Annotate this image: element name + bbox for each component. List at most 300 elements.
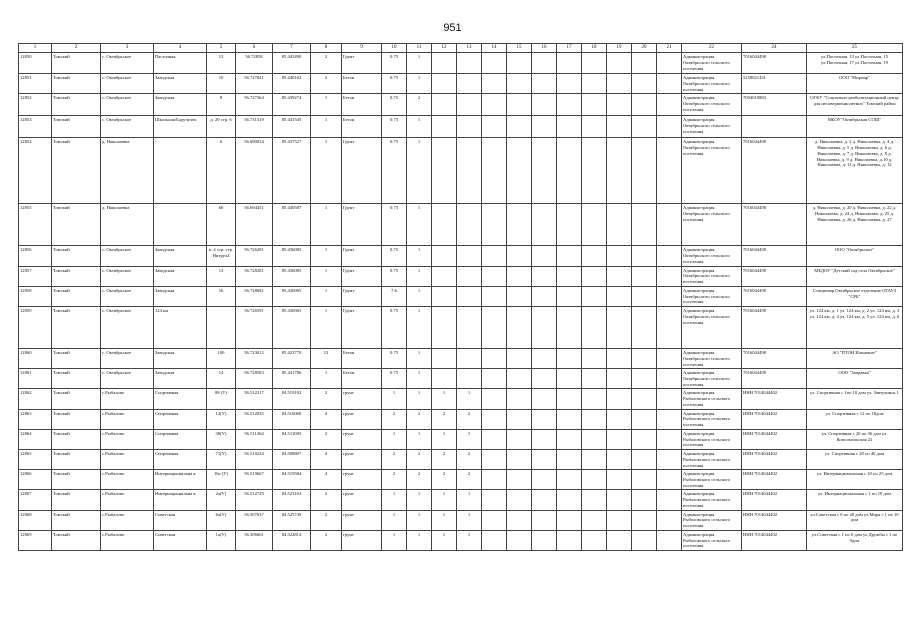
table-cell-street: - xyxy=(154,204,207,246)
table-cell-lon: 84.516060 xyxy=(273,409,311,429)
table-row xyxy=(19,53,903,74)
table-cell-street: Спортивная xyxy=(154,409,207,429)
table-cell-vol: 2 xyxy=(382,409,407,429)
table-cell-c15 xyxy=(482,470,507,490)
table-cell-lon: 85.439274 xyxy=(273,94,311,116)
table-cell-id: 12866 xyxy=(19,470,52,490)
table-cell-c14: 1 xyxy=(457,510,482,530)
table-cell-c19 xyxy=(582,74,607,94)
table-cell-c14: 1 xyxy=(457,389,482,409)
table-cell-settlement: д. Николаевка xyxy=(101,138,154,204)
table-cell-settlement: с. Октябрьское xyxy=(101,369,154,389)
table-cell-vol: 1 xyxy=(382,530,407,550)
table-cell-c17 xyxy=(532,409,557,429)
table-cell-c16 xyxy=(507,450,532,470)
table-cell-c15 xyxy=(482,53,507,74)
table-cell-cnt: 2 xyxy=(407,450,432,470)
table-cell-c21 xyxy=(632,349,657,369)
table-cell-id: 12857 xyxy=(19,266,52,286)
table-cell-lat: 56.726591 xyxy=(236,307,273,349)
table-cell-c18 xyxy=(557,369,582,389)
table-cell-area: 1 xyxy=(311,369,342,389)
table-cell-c19 xyxy=(582,510,607,530)
column-header: 22 xyxy=(682,44,742,53)
table-cell-cnt: 2 xyxy=(407,94,432,116)
table-row xyxy=(19,490,903,510)
table-cell-c14: 1 xyxy=(457,530,482,550)
table-cell-sources: д. Николаевка, д. 2 д. Николаевка, д. 4 д. Николаевка, д. 5 д. Николаевка, д. 6 д. Николаевка, д. 7 д. Николаевка, д. 8 д. Николаевка, д. 9 д. Николаевка, д.10 д. Николаевка, д. 11 д. Николаевка, д. 12 xyxy=(807,138,903,204)
table-cell-c14 xyxy=(457,266,482,286)
table-cell-c21 xyxy=(632,530,657,550)
table-cell-c22 xyxy=(657,369,682,389)
table-cell-id: 12860 xyxy=(19,349,52,369)
table-cell-c22 xyxy=(657,490,682,510)
table-cell-c17 xyxy=(532,246,557,266)
table-cell-area: 2 xyxy=(311,490,342,510)
table-cell-c22 xyxy=(657,389,682,409)
table-cell-c13 xyxy=(432,286,457,306)
table-cell-owner: Администрация Октябрьского сельского поселения xyxy=(682,94,742,116)
table-cell-street: - xyxy=(154,138,207,204)
table-cell-owner: Администрация Октябрьского сельского поселения xyxy=(682,53,742,74)
table-cell-c13 xyxy=(432,74,457,94)
table-cell-cover: Грунт xyxy=(342,246,382,266)
table-cell-vol: 0.75 xyxy=(382,266,407,286)
table-cell-c19 xyxy=(582,307,607,349)
table-cell-c22 xyxy=(657,530,682,550)
table-cell-c18 xyxy=(557,246,582,266)
table-cell-cnt: 1 xyxy=(407,116,432,138)
table-cell-lat: 56.723012 xyxy=(236,349,273,369)
table-cell-lat: 56.728583 xyxy=(236,369,273,389)
table-cell-cnt: 1 xyxy=(407,490,432,510)
table-cell-owner: Администрация Рыбаловского сельского поселения xyxy=(682,470,742,490)
table-cell-sources: МБОУ"Октябрьская СОШ" xyxy=(807,116,903,138)
table-cell-house: 13 xyxy=(207,53,236,74)
table-cell-house: д. 29 стр. 6 xyxy=(207,116,236,138)
table-cell-c22 xyxy=(657,450,682,470)
table-cell-c13 xyxy=(432,116,457,138)
table-row xyxy=(19,116,903,138)
table-cell-area: 2 xyxy=(311,74,342,94)
table-cell-settlement: с. Октябрьское xyxy=(101,116,154,138)
table-cell-c20 xyxy=(607,74,632,94)
table-cell-c20 xyxy=(607,307,632,349)
table-cell-area: 12 xyxy=(311,349,342,369)
table-row xyxy=(19,204,903,246)
table-cell-c16 xyxy=(507,429,532,449)
table-cell-c13 xyxy=(432,246,457,266)
table-cell-cnt: 1 xyxy=(407,266,432,286)
table-cell-c15 xyxy=(482,204,507,246)
table-cell-lat: 56.731319 xyxy=(236,116,273,138)
column-header: 14 xyxy=(482,44,507,53)
column-header: 8 xyxy=(311,44,342,53)
table-cell-settlement: с. Октябрьское xyxy=(101,94,154,116)
table-cell-id: 12854 xyxy=(19,138,52,204)
table-cell-c21 xyxy=(632,204,657,246)
table-cell-c21 xyxy=(632,470,657,490)
table-cell-c15 xyxy=(482,429,507,449)
table-cell-lon: 85.436965 xyxy=(273,286,311,306)
table-cell-house: 71(У) xyxy=(207,450,236,470)
table-cell-c16 xyxy=(507,307,532,349)
table-cell-c17 xyxy=(532,369,557,389)
table-cell-c22 xyxy=(657,286,682,306)
table-cell-id: 12869 xyxy=(19,530,52,550)
table-cell-c14 xyxy=(457,74,482,94)
table-cell-c20 xyxy=(607,246,632,266)
table-row xyxy=(19,246,903,266)
table-cell-lat: 56.507637 xyxy=(236,510,273,530)
table-cell-cover: Бетон xyxy=(342,116,382,138)
table-cell-district: Томский xyxy=(52,266,101,286)
table-cell-owner: Администрация Рыбаловского сельского поселения xyxy=(682,409,742,429)
table-cell-lat: 56.728681 xyxy=(236,286,273,306)
table-cell-c18 xyxy=(557,510,582,530)
table-cell-c16 xyxy=(507,349,532,369)
table-cell-id: 12856 xyxy=(19,246,52,266)
column-header: 1 xyxy=(19,44,52,53)
table-cell-street: Заводская xyxy=(154,246,207,266)
table-cell-sources: ул. Интернациональная с 10 по 25 дом xyxy=(807,470,903,490)
table-cell-owner: Администрация Октябрьского сельского поселения xyxy=(682,138,742,204)
table-cell-settlement: с. Октябрьское xyxy=(101,246,154,266)
table-cell-c18 xyxy=(557,409,582,429)
table-cell-id: 12855 xyxy=(19,204,52,246)
table-cell-c17 xyxy=(532,138,557,204)
table-cell-sources: ул.Советская с 6 по 20 дом ул.Мира с 1 по 10 дом xyxy=(807,510,903,530)
table-cell-id: 12859 xyxy=(19,307,52,349)
table-cell-c21 xyxy=(632,490,657,510)
table-cell-c14: 1 xyxy=(457,490,482,510)
table-cell-c20 xyxy=(607,530,632,550)
table-cell-house: 6 xyxy=(207,138,236,204)
table-cell-area: 1 xyxy=(311,94,342,116)
table-cell-c20 xyxy=(607,470,632,490)
table-cell-area: 2 xyxy=(311,510,342,530)
table-cell-cnt: 1 xyxy=(407,349,432,369)
table-cell-c18 xyxy=(557,53,582,74)
table-cell-c16 xyxy=(507,53,532,74)
table-cell-cnt: 1 xyxy=(407,510,432,530)
column-header: 12 xyxy=(432,44,457,53)
table-cell-cover: грунт xyxy=(342,510,382,530)
table-cell-street: Заводская xyxy=(154,266,207,286)
table-cell-c22 xyxy=(657,470,682,490)
table-cell-c20 xyxy=(607,369,632,389)
table-cell-c21 xyxy=(632,246,657,266)
table-cell-district: Томский xyxy=(52,530,101,550)
table-cell-c20 xyxy=(607,409,632,429)
table-cell-street: Интернациональна я xyxy=(154,490,207,510)
table-cell-settlement: с. Октябрьское xyxy=(101,286,154,306)
table-cell-cover: грунт xyxy=(342,470,382,490)
table-cell-district: Томский xyxy=(52,116,101,138)
table-cell-c20 xyxy=(607,490,632,510)
table-cell-c21 xyxy=(632,307,657,349)
table-cell-c22 xyxy=(657,429,682,449)
table-cell-area: 1 xyxy=(311,286,342,306)
table-cell-vol: 2 xyxy=(382,470,407,490)
table-cell-inn: 5258021431 xyxy=(742,74,807,94)
table-cell-settlement: с.Рыбалово xyxy=(101,510,154,530)
table-cell-c15 xyxy=(482,530,507,550)
table-cell-inn: ИНН 7014044402 xyxy=(742,530,807,550)
table-cell-c19 xyxy=(582,286,607,306)
table-cell-lat: 56.72858 xyxy=(236,53,273,74)
table-cell-house: 14 xyxy=(207,369,236,389)
table-cell-c15 xyxy=(482,246,507,266)
table-cell-c14 xyxy=(457,307,482,349)
table-cell-inn: 7016044498 xyxy=(742,246,807,266)
table-cell-c16 xyxy=(507,490,532,510)
table-cell-c20 xyxy=(607,266,632,286)
table-cell-house xyxy=(207,307,236,349)
table-cell-lat: 56.512729 xyxy=(236,490,273,510)
table-cell-street: Спортивная xyxy=(154,450,207,470)
table-cell-lat: 56.728281 xyxy=(236,266,273,286)
table-cell-c17 xyxy=(532,530,557,550)
table-cell-lat: 56.727841 xyxy=(236,74,273,94)
table-cell-area: 2 xyxy=(311,530,342,550)
table-cell-owner: Администрация Октябрьского сельского поселения xyxy=(682,369,742,389)
column-header: 10 xyxy=(382,44,407,53)
table-cell-c13 xyxy=(432,138,457,204)
table-cell-c13: 1 xyxy=(432,389,457,409)
table-cell-settlement: с.Рыбалово xyxy=(101,409,154,429)
table-cell-vol: 0.75 xyxy=(382,116,407,138)
table-cell-c16 xyxy=(507,389,532,409)
table-cell-street: Спортивная xyxy=(154,389,207,409)
table-cell-c17 xyxy=(532,389,557,409)
table-cell-owner: Администрация Октябрьского сельского поселения xyxy=(682,349,742,369)
table-cell-cover: грунт xyxy=(342,450,382,470)
table-cell-inn: ИНН 7014044402 xyxy=(742,409,807,429)
table-cell-c21 xyxy=(632,510,657,530)
table-cell-c21 xyxy=(632,74,657,94)
table-cell-house: 2а(У) xyxy=(207,490,236,510)
header-row xyxy=(19,44,903,53)
table-cell-c19 xyxy=(582,369,607,389)
table-cell-c20 xyxy=(607,349,632,369)
column-header: 17 xyxy=(557,44,582,53)
table-cell-c16 xyxy=(507,204,532,246)
table-cell-district: Томский xyxy=(52,286,101,306)
table-cell-vol: 7.6 xyxy=(382,286,407,306)
table-cell-lon: 85.445490 xyxy=(273,53,311,74)
table-cell-area: 2 xyxy=(311,389,342,409)
table-cell-lon: 85.441786 xyxy=(273,369,311,389)
table-cell-c15 xyxy=(482,286,507,306)
table-cell-c17 xyxy=(532,74,557,94)
table-cell-district: Томский xyxy=(52,470,101,490)
table-cell-cover: грунт xyxy=(342,490,382,510)
table-cell-vol: 0.75 xyxy=(382,349,407,369)
table-cell-inn: ИНН 7014044402 xyxy=(742,490,807,510)
table-cell-c18 xyxy=(557,286,582,306)
table-cell-sources: ООО "Заправка" xyxy=(807,369,903,389)
table-cell-lat: 56.726281 xyxy=(236,246,273,266)
table-cell-c19 xyxy=(582,429,607,449)
table-cell-c19 xyxy=(582,204,607,246)
table-cell-area: 4 xyxy=(311,409,342,429)
table-cell-cnt: 1 xyxy=(407,307,432,349)
table-cell-c21 xyxy=(632,94,657,116)
column-header: 16 xyxy=(532,44,557,53)
table-cell-vol: 0.75 xyxy=(382,204,407,246)
table-cell-c16 xyxy=(507,470,532,490)
table-cell-c19 xyxy=(582,530,607,550)
table-cell-id: 12861 xyxy=(19,369,52,389)
table-cell-lon: 85.441545 xyxy=(273,116,311,138)
table-cell-lon: 84.519584 xyxy=(273,470,311,490)
table-cell-c14 xyxy=(457,349,482,369)
table-cell-area: 4 xyxy=(311,470,342,490)
table-cell-c14 xyxy=(457,94,482,116)
table-cell-street: Заводская xyxy=(154,74,207,94)
table-cell-settlement: с.Рыбалово xyxy=(101,530,154,550)
table-cell-lat: 56.694451 xyxy=(236,204,273,246)
table-cell-c22 xyxy=(657,409,682,429)
table-cell-inn: ИНН 7014044402 xyxy=(742,429,807,449)
table-cell-settlement: с. Октябрьское xyxy=(101,307,154,349)
table-cell-c13 xyxy=(432,94,457,116)
table-cell-district: Томский xyxy=(52,450,101,470)
table-cell-c17 xyxy=(532,470,557,490)
table-cell-house: 12(У) xyxy=(207,409,236,429)
table-cell-cnt: 1 xyxy=(407,53,432,74)
table-cell-id: 12853 xyxy=(19,116,52,138)
table-cell-cnt: 1 xyxy=(407,530,432,550)
table-cell-street: Советская xyxy=(154,530,207,550)
table-cell-c13: 1 xyxy=(432,510,457,530)
table-cell-c20 xyxy=(607,389,632,409)
table-cell-c15 xyxy=(482,349,507,369)
table-cell-sources: ул.Советская с 1 по 6 дом ул.Дружбы с 1 по 9дом xyxy=(807,530,903,550)
table-cell-c17 xyxy=(532,286,557,306)
table-cell-c15 xyxy=(482,74,507,94)
table-cell-lon: 85.423770 xyxy=(273,349,311,369)
table-cell-c19 xyxy=(582,138,607,204)
table-cell-c20 xyxy=(607,204,632,246)
table-cell-sources: ОГКУ "Социально-реабилитационный центр для несовершеннолетних" Томский район xyxy=(807,94,903,116)
table-row xyxy=(19,530,903,550)
table-cell-inn: 7016044498 xyxy=(742,204,807,246)
table-cell-c14: 2 xyxy=(457,409,482,429)
table-row xyxy=(19,266,903,286)
table-cell-lon: 85.436085 xyxy=(273,246,311,266)
table-cell-street: Пасточная xyxy=(154,53,207,74)
table-cell-c19 xyxy=(582,116,607,138)
table-cell-vol: 1 xyxy=(382,490,407,510)
table-cell-house: 10а (У) xyxy=(207,470,236,490)
table-cell-c15 xyxy=(482,409,507,429)
table-cell-cover: Бетон xyxy=(342,349,382,369)
table-cell-owner: Администрация Октябрьского сельского поселения xyxy=(682,266,742,286)
table-cell-lat: 56.519667 xyxy=(236,470,273,490)
column-header: 18 xyxy=(582,44,607,53)
table-cell-inn: 7004010883 xyxy=(742,94,807,116)
table-cell-c13: 1 xyxy=(432,530,457,550)
table-cell-c16 xyxy=(507,116,532,138)
table-cell-cover: грунт xyxy=(342,429,382,449)
table-cell-c21 xyxy=(632,266,657,286)
table-cell-owner: Администрация Октябрьского сельского поселения xyxy=(682,286,742,306)
table-cell-c18 xyxy=(557,389,582,409)
table-cell-house: к. 4 стр. стр. Нитрул2 xyxy=(207,246,236,266)
table-cell-c21 xyxy=(632,138,657,204)
table-cell-c18 xyxy=(557,204,582,246)
table-cell-id: 12865 xyxy=(19,450,52,470)
table-cell-c21 xyxy=(632,389,657,409)
table-cell-c19 xyxy=(582,53,607,74)
table-cell-sources: ул. Спортивная с 1по 10 дом ул. Завтулинск 1 xyxy=(807,389,903,409)
table-cell-inn: 7016044498 xyxy=(742,138,807,204)
table-cell-cnt: 1 xyxy=(407,429,432,449)
table-cell-id: 12862 xyxy=(19,389,52,409)
table-row xyxy=(19,307,903,349)
table-cell-area: 4 xyxy=(311,450,342,470)
table-cell-c22 xyxy=(657,94,682,116)
table-cell-house: 1а(У) xyxy=(207,530,236,550)
table-cell-c20 xyxy=(607,138,632,204)
table-cell-c20 xyxy=(607,429,632,449)
table-cell-settlement: с. Октябрьское xyxy=(101,74,154,94)
table-cell-c17 xyxy=(532,204,557,246)
table-cell-c15 xyxy=(482,369,507,389)
table-cell-sources: МБДОУ "Детский сад села Октябрьское" xyxy=(807,266,903,286)
table-cell-lat: 56.690034 xyxy=(236,138,273,204)
table-cell-inn: 7016044498 xyxy=(742,307,807,349)
table-row xyxy=(19,369,903,389)
table-cell-lon: 85.440162 xyxy=(273,74,311,94)
table-cell-c21 xyxy=(632,369,657,389)
table-cell-c13: 2 xyxy=(432,450,457,470)
table-cell-owner: Администрация Рыбаловского сельского поселения xyxy=(682,530,742,550)
table-cell-c14 xyxy=(457,53,482,74)
column-header: 7 xyxy=(273,44,311,53)
table-cell-c16 xyxy=(507,530,532,550)
table-row xyxy=(19,349,903,369)
table-cell-c13: 1 xyxy=(432,490,457,510)
table-cell-sources: ул.Пасточная, 13 ул.Пасточная, 15 ул.Пасточная, 17 ул.Пасточная, 19 xyxy=(807,53,903,74)
table-cell-inn: ИНН 7014044402 xyxy=(742,450,807,470)
column-header: 20 xyxy=(632,44,657,53)
table-cell-c18 xyxy=(557,94,582,116)
table-cell-c16 xyxy=(507,510,532,530)
column-header: 25 xyxy=(807,44,903,53)
table-cell-vol: 0.75 xyxy=(382,94,407,116)
table-row xyxy=(19,510,903,530)
table-cell-c21 xyxy=(632,53,657,74)
table-cell-c18 xyxy=(557,74,582,94)
table-cell-settlement: с.Рыбалово xyxy=(101,389,154,409)
table-cell-vol: 0.75 xyxy=(382,307,407,349)
column-header: 11 xyxy=(407,44,432,53)
table-cell-street: 124 км xyxy=(154,307,207,349)
table-cell-vol: 0.75 xyxy=(382,53,407,74)
table-cell-c19 xyxy=(582,409,607,429)
table-row xyxy=(19,94,903,116)
table-cell-inn: ИНН 7014044402 xyxy=(742,510,807,530)
table-cell-cover: грунт xyxy=(342,530,382,550)
table-cell-c16 xyxy=(507,138,532,204)
table-cell-district: Томский xyxy=(52,74,101,94)
table-cell-sources: ул. Спортивная с 12 по 18дом xyxy=(807,409,903,429)
table-cell-lat: 56.510234 xyxy=(236,450,273,470)
table-cell-c19 xyxy=(582,349,607,369)
